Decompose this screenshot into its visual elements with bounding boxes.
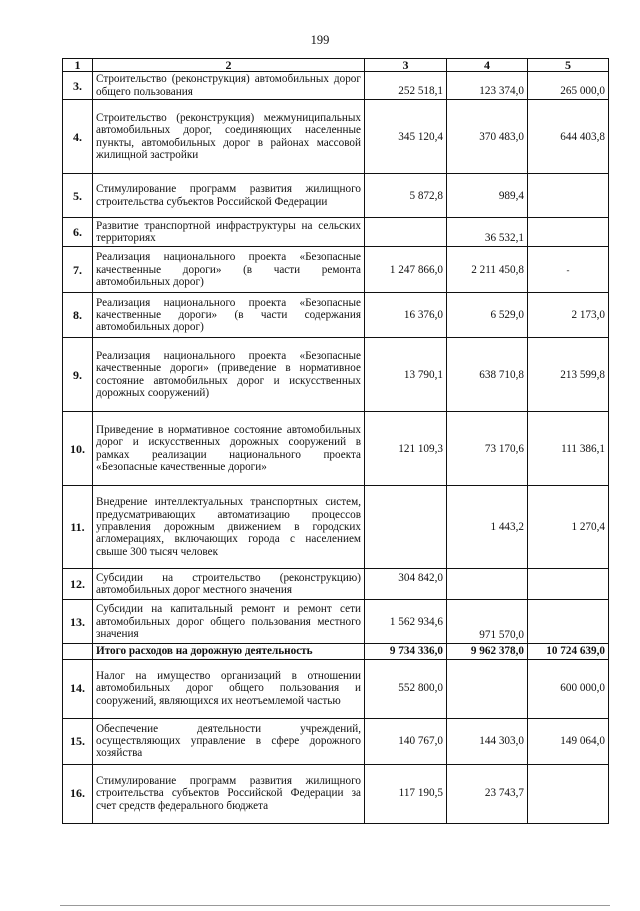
value-col-3: 304 842,0	[365, 569, 447, 600]
value-col-4: 23 743,7	[447, 764, 528, 823]
page-bottom-rule	[60, 905, 610, 906]
value-col-3: 117 190,5	[365, 764, 447, 823]
value-col-3: 345 120,4	[365, 100, 447, 174]
value-col-3: 121 109,3	[365, 412, 447, 486]
total-col-3: 9 734 336,0	[365, 644, 447, 659]
value-col-3: 552 800,0	[365, 659, 447, 718]
table-row	[63, 247, 609, 293]
value-col-4: 73 170,6	[447, 412, 528, 486]
column-header-5: 5	[528, 59, 609, 72]
row-description: Субсидии на строительство (реконструкцию) автомобильных дорог местного значения	[93, 569, 365, 600]
value-col-5: 2 173,0	[528, 293, 609, 338]
table-row	[63, 338, 609, 412]
total-row	[63, 644, 609, 659]
total-col-4: 9 962 378,0	[447, 644, 528, 659]
table-row	[63, 569, 609, 600]
value-col-4: 989,4	[447, 174, 528, 218]
value-col-5: 265 000,0	[528, 72, 609, 100]
row-number: 7.	[63, 247, 93, 293]
row-number: 6.	[63, 218, 93, 247]
value-col-3	[365, 486, 447, 569]
value-col-3: 13 790,1	[365, 338, 447, 412]
column-header-3: 3	[365, 59, 447, 72]
value-col-5	[528, 600, 609, 644]
value-col-5: 111 386,1	[528, 412, 609, 486]
table-row	[63, 218, 609, 247]
value-col-3: 140 767,0	[365, 718, 447, 764]
value-col-4	[447, 659, 528, 718]
value-col-5	[528, 218, 609, 247]
total-label: Итого расходов на дорожную деятельность	[93, 644, 365, 659]
row-description: Налог на имущество организаций в отношении автомобильных дорог общего пользования и сооружений, являющихся их неотъемлемой частью	[93, 659, 365, 718]
row-description: Реализация национального проекта «Безопасные качественные дороги» (приведение в нормативное состояние автомобильных дорог и искусственных дорожных сооружений)	[93, 338, 365, 412]
row-number: 8.	[63, 293, 93, 338]
table-row	[63, 174, 609, 218]
value-col-5: 644 403,8	[528, 100, 609, 174]
table-row	[63, 486, 609, 569]
column-header-2: 2	[93, 59, 365, 72]
value-col-5: 600 000,0	[528, 659, 609, 718]
value-col-5	[528, 247, 609, 293]
row-description: Обеспечение деятельности учреждений, осуществляющих управление в сфере дорожного хозяйства	[93, 718, 365, 764]
row-description: Реализация национального проекта «Безопасные качественные дороги» (в части ремонта автомобильных дорог)	[93, 247, 365, 293]
table-row	[63, 764, 609, 823]
row-description: Субсидии на капитальный ремонт и ремонт сети автомобильных дорог общего пользования местного значения	[93, 600, 365, 644]
table-row	[63, 659, 609, 718]
column-header-1: 1	[63, 59, 93, 72]
row-number: 12.	[63, 569, 93, 600]
value-col-4	[447, 569, 528, 600]
row-number: 14.	[63, 659, 93, 718]
value-col-3: 16 376,0	[365, 293, 447, 338]
value-col-4: 2 211 450,8	[447, 247, 528, 293]
road-expenses-table	[62, 58, 609, 824]
row-number: 15.	[63, 718, 93, 764]
row-description: Стимулирование программ развития жилищного строительства субъектов Российской Федерации за счет средств федерального бюджета	[93, 764, 365, 823]
value-col-4: 6 529,0	[447, 293, 528, 338]
row-description: Развитие транспортной инфраструктуры на сельских территориях	[93, 218, 365, 247]
value-col-3: 1 562 934,6	[365, 600, 447, 644]
row-description: Строительство (реконструкция) автомобильных дорог общего пользования	[93, 72, 365, 100]
row-description: Стимулирование программ развития жилищного строительства субъектов Российской Федерации	[93, 174, 365, 218]
value-col-4: 123 374,0	[447, 72, 528, 100]
row-number: 5.	[63, 174, 93, 218]
table-row	[63, 100, 609, 174]
row-description: Реализация национального проекта «Безопасные качественные дороги» (в части содержания автомобильных дорог)	[93, 293, 365, 338]
value-col-5	[528, 174, 609, 218]
table-row	[63, 600, 609, 644]
value-col-4: 144 303,0	[447, 718, 528, 764]
value-col-4: 1 443,2	[447, 486, 528, 569]
value-col-3	[365, 218, 447, 247]
value-col-3: 1 247 866,0	[365, 247, 447, 293]
value-col-5: 213 599,8	[528, 338, 609, 412]
value-col-4: 971 570,0	[447, 600, 528, 644]
table-row	[63, 718, 609, 764]
row-number: 3.	[63, 72, 93, 100]
value-col-5: 1 270,4	[528, 486, 609, 569]
table-row	[63, 293, 609, 338]
row-description: Строительство (реконструкция) межмуниципальных автомобильных дорог, соединяющих населенные пункты, автомобильных дорог в районах массовой жилищной застройки	[93, 100, 365, 174]
page-number: 199	[310, 33, 330, 47]
column-header-4: 4	[447, 59, 528, 72]
table-row	[63, 72, 609, 100]
row-number: 9.	[63, 338, 93, 412]
table-row	[63, 412, 609, 486]
total-col-5: 10 724 639,0	[528, 644, 609, 659]
value-col-3: 252 518,1	[365, 72, 447, 100]
row-number: 4.	[63, 100, 93, 174]
row-number: 13.	[63, 600, 93, 644]
value-col-4: 370 483,0	[447, 100, 528, 174]
row-description: Приведение в нормативное состояние автомобильных дорог и искусственных дорожных сооружений в рамках реализации национального проекта «Безопасные качественные дороги»	[93, 412, 365, 486]
total-spacer	[63, 644, 93, 659]
value-col-5: 149 064,0	[528, 718, 609, 764]
row-description: Внедрение интеллектуальных транспортных систем, предусматривающих автоматизацию процессов управления дорожным движением в городских агломерациях, включающих города с населением свыше 300 тысяч человек	[93, 486, 365, 569]
value-col-4: 638 710,8	[447, 338, 528, 412]
row-number: 11.	[63, 486, 93, 569]
table-header-row	[63, 59, 609, 72]
row-number: 16.	[63, 764, 93, 823]
value-col-4: 36 532,1	[447, 218, 528, 247]
value-col-5	[528, 764, 609, 823]
value-col-3: 5 872,8	[365, 174, 447, 218]
dash-mark: -	[566, 264, 570, 275]
value-col-5	[528, 569, 609, 600]
row-number: 10.	[63, 412, 93, 486]
